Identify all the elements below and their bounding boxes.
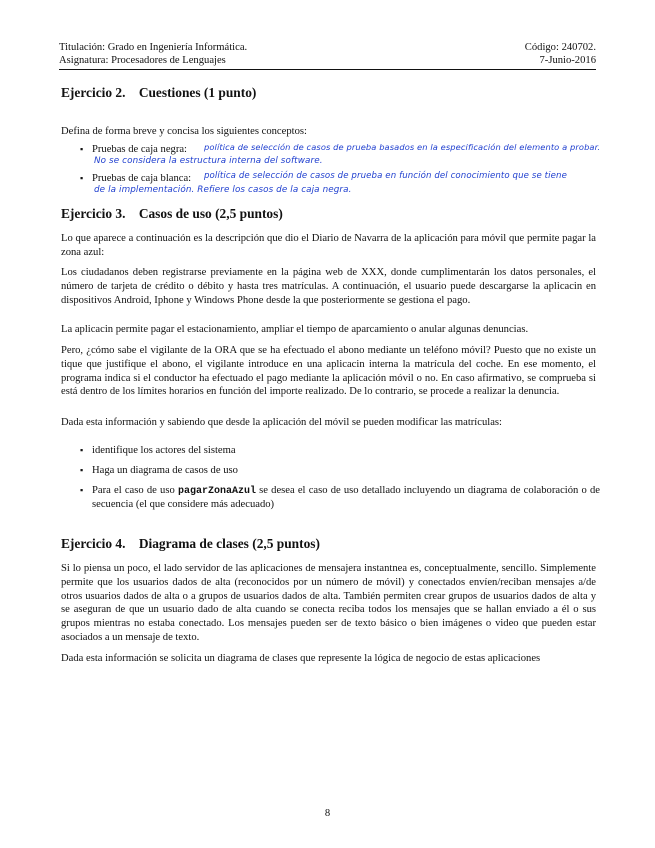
ex4-number: Ejercicio 4. — [61, 536, 126, 551]
degree-label: Titulación: Grado en Ingeniería Informática. — [59, 42, 248, 53]
list-item — [80, 172, 600, 186]
ex2-title: Cuestiones (1 punto) — [138, 85, 257, 100]
list-item: ▪ identifique los actores del sistema — [80, 444, 600, 458]
bullet-text: Para el caso de uso — [92, 484, 178, 496]
course-label: Asignatura: Procesadores de Lenguajes — [59, 55, 226, 66]
ex4-title: Diagrama de clases (2,5 puntos) — [138, 536, 320, 551]
paragraph: Dada esta información se solicita un diagrama de clases que represente la lógica de negocio de estas aplicaciones — [61, 653, 541, 664]
blackbox-label: Pruebas de caja negra: — [92, 144, 188, 155]
ex2-list — [80, 142, 601, 195]
paragraph: Los ciudadanos deben registrarse previamente en la página web de XXX, donde cumplimentarán los datos personales, el número de tarjeta de crédito o débito y hasta tres matrículas. A continuación, el usuario puede descargarse la aplicacin en dispositivos Android, Iphone y Windows Phone desde la que posteriormente se gestiona el pago. — [61, 267, 596, 306]
handwritten-answer: política de selección de casos de prueba basados en la especificación del elemento a probar. — [204, 142, 601, 152]
ex4-heading — [61, 536, 320, 552]
ex3-number: Ejercicio 3. — [61, 206, 126, 221]
ex2-heading — [61, 85, 256, 101]
date-label: 7-Junio-2016 — [539, 55, 596, 66]
ex3-title: Casos de uso (2,5 puntos) — [138, 206, 283, 221]
list-item — [80, 143, 600, 157]
page-header — [59, 41, 596, 67]
paragraph: Dada esta información y sabiendo que desde la aplicación del móvil se pueden modificar las matrículas: — [61, 417, 502, 428]
paragraph: Si lo piensa un poco, el lado servidor de las aplicaciones de mensajera instantnea es, conceptualmente, sencillo. Simplemente permite que los usuarios dados de alta (reconocidos por un número de móvil) y conectados envíen/reciban mensajes a/de otros usuarios dados de alta o a grupos de usuarios dados de alta. También permiten crear grupos de usuarios dados de alta y se aseguran de que un usuario dado de alta cuando se conecta reciba todos los mensajes que se hallan enviado a él o sus grupos mientras no estaba conectado. Los mensajes pueden ser de texto básico o bien imágenes o video que pueden estar asociados a un mensaje de texto. — [61, 563, 596, 643]
page-number: 8 — [324, 808, 331, 819]
use-case-code: pagarZonaAzul — [177, 485, 256, 497]
whitebox-label: Pruebas de caja blanca: — [92, 172, 192, 184]
paragraph: Lo que aparece a continuación es la descripción que dio el Diario de Navarra de la aplicación para móvil que permite pagar la zona azul: — [61, 233, 596, 258]
handwritten-answer: política de selección de casos de prueba en función del conocimiento que se tiene — [204, 170, 567, 181]
paragraph: Pero, ¿cómo sabe el vigilante de la ORA que se ha efectuado el abono mediante un teléfono móvil? Puesto que no existe un tique que justifique el abono, el vigilante introduce en una aplicacin interna la matrícula del coche. En ese momento, el programa indica si el conductor ha efectuado el pago mediante la aplicación móvil o no. En caso afirmativo, se comprueba si está dentro de los límites horarios en función del importe realizado. De lo contrario, se procede a realizar la denuncia. — [61, 345, 596, 398]
list-item — [80, 484, 600, 513]
handwritten-answer: No se considera la estructura interna del software. — [94, 156, 323, 166]
ex2-intro: Defina de forma breve y concisa los siguientes conceptos: — [61, 126, 307, 137]
code-label: Código: 240702. — [524, 42, 596, 53]
list-item: ▪ Haga un diagrama de casos de uso — [80, 464, 600, 478]
ex2-number: Ejercicio 2. — [61, 85, 126, 100]
ex3-heading — [61, 206, 283, 222]
ex3-list — [80, 444, 600, 512]
header-rule — [59, 69, 596, 70]
bullet-text: se desea el caso de uso detallado incluyendo un diagrama de colaboración o de secuencia (el que considere más adecuado) — [92, 484, 600, 511]
paragraph: La aplicacin permite pagar el estacionamiento, ampliar el tiempo de aparcamiento o anular algunas denuncias. — [61, 324, 529, 335]
handwritten-answer: de la implementación. Refiere los casos de la caja negra. — [94, 185, 352, 195]
